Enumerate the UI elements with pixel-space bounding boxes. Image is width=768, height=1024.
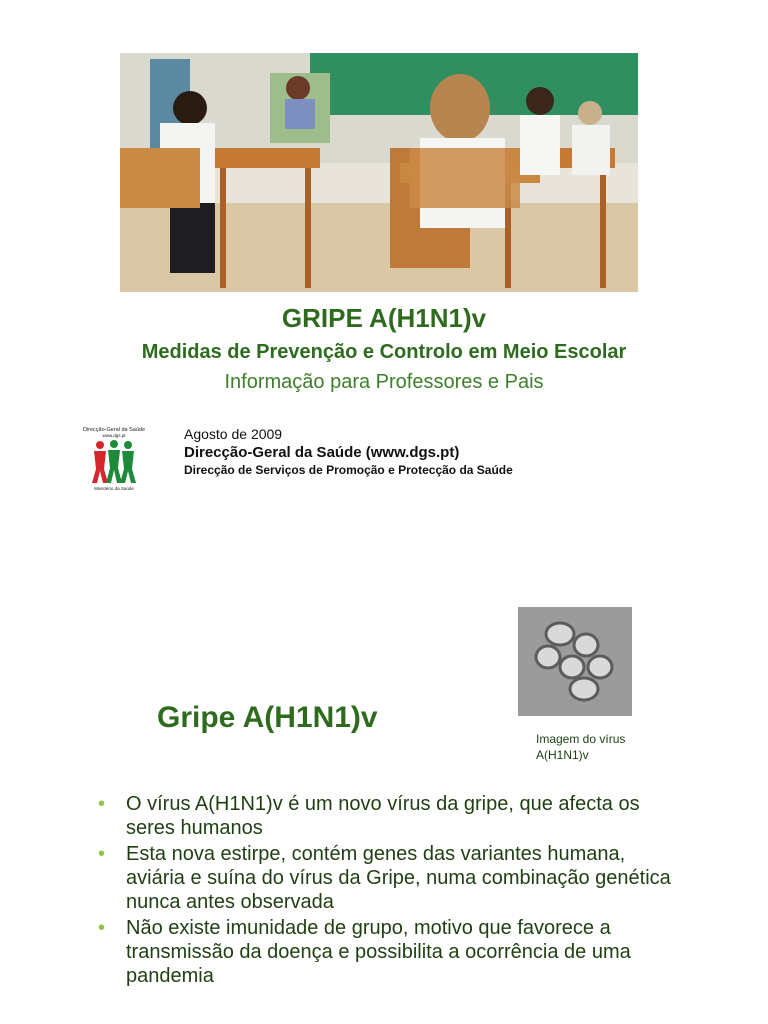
bullet-dot-icon: • — [98, 843, 106, 865]
bullet-item — [98, 842, 678, 914]
section-heading: Gripe A(H1N1)v — [157, 701, 378, 734]
page-subtitle: Medidas de Prevenção e Controlo em Meio Escolar — [141, 341, 627, 363]
bullet-list — [98, 792, 678, 990]
logo-url-text: www.dgs.pt — [102, 433, 126, 438]
bullet-dot-icon: • — [98, 793, 106, 815]
virus-image-caption: Imagem do vírus A(H1N1)v — [536, 732, 626, 762]
publication-info — [184, 426, 513, 477]
bullet-text: O vírus A(H1N1)v é um novo vírus da gripe, que afecta os seres humanos — [126, 793, 640, 839]
virus-image — [518, 607, 632, 716]
dgs-logo — [78, 425, 150, 491]
logo-bottom-text: Ministério da Saúde — [94, 486, 134, 491]
bullet-text: Não existe imunidade de grupo, motivo que favorece a transmissão da doença e possibilita a ocorrência de uma pandemia — [126, 917, 631, 987]
bullet-item — [98, 916, 678, 988]
publication-date: Agosto de 2009 — [184, 426, 283, 442]
bullet-dot-icon: • — [98, 917, 106, 939]
classroom-photo — [120, 53, 638, 292]
page-title: GRIPE A(H1N1)v — [281, 303, 487, 333]
bullet-item — [98, 792, 678, 840]
bullet-text: Esta nova estirpe, contém genes das variantes humana, aviária e suína do vírus da Gripe, numa combinação genética nunca antes observada — [126, 843, 671, 913]
organization-name: Direcção-Geral da Saúde (www.dgs.pt) — [184, 444, 460, 461]
logo-top-text: Direcção-Geral da Saúde — [82, 427, 146, 433]
department-name: Direcção de Serviços de Promoção e Protecção da Saúde — [184, 463, 513, 477]
logo-figures-icon — [92, 440, 136, 483]
audience-line: Informação para Professores e Pais — [224, 371, 544, 393]
